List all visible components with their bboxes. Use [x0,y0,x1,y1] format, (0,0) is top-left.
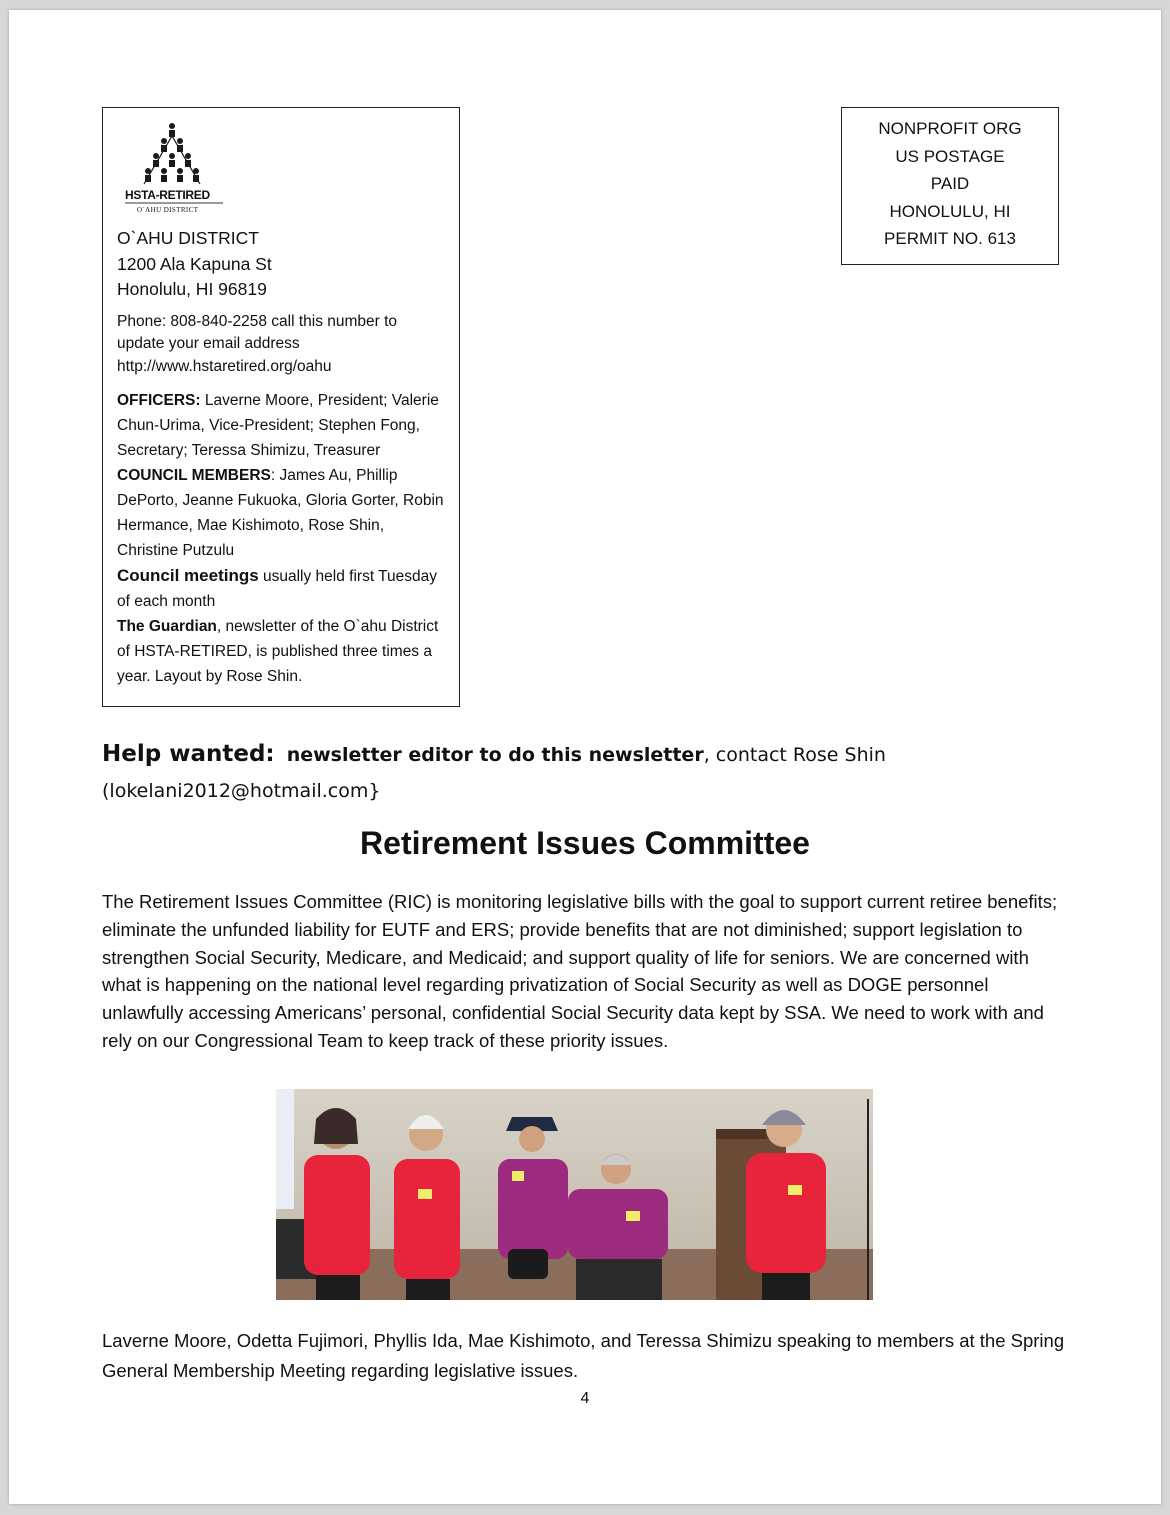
hsta-retired-logo [117,120,227,212]
postage-line-5: PERMIT NO. 613 [884,229,1016,248]
postage-line-3: PAID [930,174,970,193]
postage-indicia [841,107,1059,265]
postage-line-4: HONOLULU, HI [889,201,1011,221]
city-state-zip: Honolulu, HI 96819 [117,279,267,299]
guardian-paragraph [117,614,445,689]
meetings-paragraph [117,563,445,614]
pyramid-figures-icon [117,120,227,190]
officers-label: OFFICERS: [117,392,201,409]
logo-divider [125,202,223,204]
street-address: 1200 Ala Kapuna St [117,253,272,274]
officers-section [117,388,445,689]
article-title: Retirement Issues Committee [360,825,810,861]
committee-photo [276,1089,873,1300]
page-number: 4 [580,1390,590,1407]
help-wanted-editor: newsletter editor to do this newsletter [286,744,704,766]
photo-caption: Laverne Moore, Odetta Fujimori, Phyllis Ida, Mae Kishimoto, and Teressa Shimizu speaking to members at the Spring General Membership Meeting regarding legislative issues. [102,1330,1065,1381]
website-link[interactable]: http://www.hstaretired.org/oahu [117,357,332,375]
help-wanted-notice [102,736,1082,809]
logo-title: HSTA-RETIRED [125,188,210,202]
help-wanted-contact: , contact Rose Shin (lokelani2012@hotmail.com} [102,744,886,802]
postage-line-2: US POSTAGE [895,146,1005,166]
help-wanted-label: Help wanted: [102,741,275,767]
district-name: O`AHU DISTRICT [117,228,259,248]
council-text: : James Au, Phillip DePorto, Jeanne Fukuoka, Gloria Gorter, Robin Hermance, Mae Kishimoto, Rose Shin, Christine Putzulu [117,467,444,559]
officers-paragraph [117,388,445,463]
contact-info [117,311,445,379]
council-paragraph [117,463,445,563]
committee-members-photo-image [276,1089,873,1300]
article-body: The Retirement Issues Committee (RIC) is monitoring legislative bills with the goal to support current retiree benefits; eliminate the unfunded liability for EUTF and ERS; provide benefits that are not diminished; support legislation to strengthen Social Security, Medicare, and Medicaid; and support quality of life for seniors. We are concerned with what is happening on the national level regarding privatization of Social Security as well as DOGE personnel unlawfully accessing Americans’ personal, confidential Social Security data kept by SSA. We need to work with and rely on our Congressional Team to keep track of these priority issues. [102,891,1058,1051]
document-page [9,10,1161,1504]
guardian-text: , newsletter of the O`ahu District of HSTA-RETIRED, is published three times a year. Layout by Rose Shin. [117,618,439,685]
guardian-label: The Guardian [117,618,217,635]
phone-line: Phone: 808-840-2258 call this number to update your email address [117,312,398,352]
officers-text: Laverne Moore, President; Valerie Chun-Urima, Vice-President; Stephen Fong, Secretary; Teressa Shimizu, Treasurer [117,392,439,459]
logo-subtitle: O`AHU DISTRICT [137,206,199,214]
council-label: COUNCIL MEMBERS [117,467,271,484]
meetings-text: usually held first Tuesday of each month [117,568,438,610]
meetings-label: Council meetings [117,566,259,585]
postage-line-1: NONPROFIT ORG [878,119,1022,138]
return-address-box [102,107,460,707]
mailing-address [117,226,445,303]
